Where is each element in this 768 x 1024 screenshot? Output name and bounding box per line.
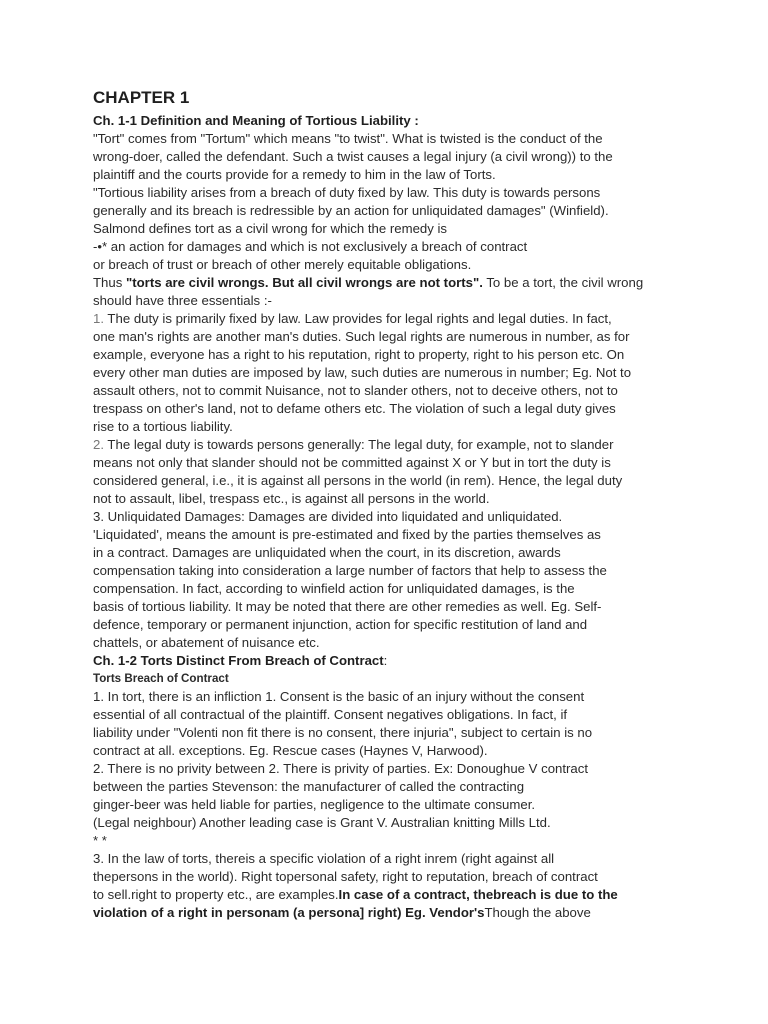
text-line [93,310,728,328]
text-line: liability under "Volenti non fit there is no consent, there injuria", subject to certain is no [93,725,593,740]
text-segment: violation of a right in personam (a persona] right) Eg. Vendor's [93,905,485,920]
text-line: plaintiff and the courts provide for a remedy to him in the law of Torts. [93,167,496,182]
text-line: between the parties Stevenson: the manufacturer of called the contracting [93,779,525,794]
text-line: generally and its breach is redressible by an action for unliquidated damages" (Winfield). [93,203,609,218]
text-line: "Tort" comes from "Tortum" which means "to twist". What is twisted is the conduct of the [93,131,603,146]
text-line: wrong-doer, called the defendant. Such a twist causes a legal injury (a civil wrong)) to the [93,149,613,164]
text-line: essential of all contractual of the plaintiff. Consent negatives obligations. In fact, if [93,707,568,722]
text-line [93,904,728,922]
text-line: assault others, not to commit Nuisance, not to slander others, not to deceive others, not to [93,383,618,398]
text-segment: To be a tort, the civil wrong [482,275,644,290]
text-line: example, everyone has a right to his reputation, right to property, right to his person etc. On [93,347,625,362]
text-line: defence, temporary or permanent injunction, action for specific restitution of land and [93,617,588,632]
text-segment: "torts are civil wrongs. But all civil wrongs are not torts". [125,275,483,290]
text-line: Torts Breach of Contract [93,672,229,685]
text-line: "Tortious liability arises from a breach of duty fixed by law. This duty is towards persons [93,185,601,200]
text-segment: The legal duty is towards persons generally: The legal duty, for example, not to slander [104,437,614,452]
text-line: 3. In the law of torts, thereis a specific violation of a right inrem (right against all [93,851,555,866]
text-segment: 2. [93,437,104,452]
text-segment: Ch. 1-2 Torts Distinct From Breach of Contract [93,653,384,668]
text-line: trespass on other's land, not to defame others etc. The violation of such a legal duty gives [93,401,616,416]
text-line: or breach of trust or breach of other merely equitable obligations. [93,257,472,272]
text-line: 3. Unliquidated Damages: Damages are divided into liquidated and unliquidated. [93,509,563,524]
text-line: * * [93,833,107,848]
text-line: not to assault, libel, trespass etc., is against all persons in the world. [93,491,490,506]
text-line: -•* an action for damages and which is not exclusively a breach of contract [93,239,528,254]
text-line [93,274,728,292]
text-line: compensation. In fact, according to winfield action for unliquidated damages, is the [93,581,575,596]
text-line: (Legal neighbour) Another leading case is Grant V. Australian knitting Mills Ltd. [93,815,551,830]
text-line: thepersons in the world). Right topersonal safety, right to reputation, breach of contract [93,869,598,884]
text-line: Salmond defines tort as a civil wrong for which the remedy is [93,221,448,236]
text-segment: The duty is primarily fixed by law. Law provides for legal rights and legal duties. In fact, [104,311,612,326]
text-segment: to sell.right to property etc., are examples. [93,887,339,902]
text-line: compensation taking into consideration a large number of factors that help to assess the [93,563,607,578]
text-line: rise to a tortious liability. [93,419,233,434]
text-line: 2. There is no privity between 2. There is privity of parties. Ex: Donoughue V contract [93,761,589,776]
text-line: ginger-beer was held liable for parties, negligence to the ultimate consumer. [93,797,536,812]
text-segment: In case of a contract, thebreach is due to the [338,887,618,902]
text-segment: 1. [93,311,104,326]
text-line: should have three essentials :- [93,293,272,308]
text-line: basis of tortious liability. It may be noted that there are other remedies as well. Eg. Self- [93,599,602,614]
text-line: considered general, i.e., it is against all persons in the world (in rem). Hence, the legal duty [93,473,623,488]
text-line: means not only that slander should not be committed against X or Y but in tort the duty is [93,455,611,470]
document-body [93,112,728,922]
text-line: chattels, or abatement of nuisance etc. [93,635,320,650]
chapter-heading: CHAPTER 1 [93,88,190,107]
text-line: Ch. 1-1 Definition and Meaning of Tortious Liability : [93,113,419,128]
text-line: 'Liquidated', means the amount is pre-estimated and fixed by the parties themselves as [93,527,601,542]
text-segment: Though the above [484,905,591,920]
text-line: one man's rights are another man's duties. Such legal rights are numerous in number, as for [93,329,630,344]
text-line: contract at all. exceptions. Eg. Rescue cases (Haynes V, Harwood). [93,743,488,758]
text-line [93,436,728,454]
text-line: 1. In tort, there is an infliction 1. Consent is the basic of an injury without the consent [93,689,585,704]
text-line [93,652,728,670]
text-line: every other man duties are imposed by law, such duties are numerous in number; Eg. Not to [93,365,632,380]
text-line [93,886,728,904]
text-segment: : [383,653,388,668]
text-line: in a contract. Damages are unliquidated when the court, in its discretion, awards [93,545,561,560]
text-segment: Thus [93,275,126,290]
